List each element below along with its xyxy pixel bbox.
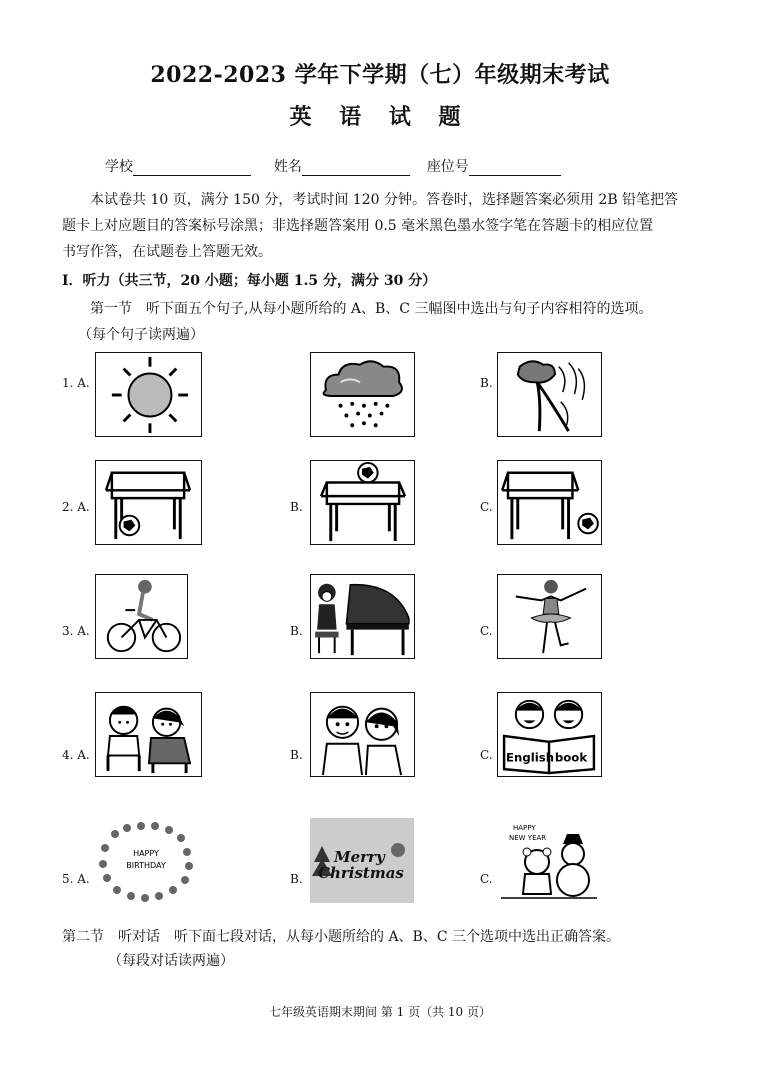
q4-b-writing-image xyxy=(310,692,415,777)
windy-tree-icon xyxy=(498,353,601,436)
part1-instruction: 第一节 听下面五个句子,从每小题所给的 A、B、C 三幅图中选出与句子内容相符的选项。 xyxy=(90,301,653,317)
book-left-text: English xyxy=(506,750,555,765)
merry-text: Merry xyxy=(334,848,385,866)
seat-label: 座位号 xyxy=(426,159,469,175)
q2-c-label: C. xyxy=(480,500,493,514)
exam-subtitle: 英 语 试 题 xyxy=(289,104,471,130)
section1-heading: Ⅰ．听力（共三节，20 小题；每小题 1.5 分，满分 30 分） xyxy=(62,273,437,289)
birthday-line1: HAPPY xyxy=(133,849,159,858)
part1-note: （每个句子读两遍） xyxy=(78,327,204,343)
q1-b-label: B. xyxy=(480,376,493,390)
q2-a-ball-under-desk-image xyxy=(95,460,202,545)
q4-c-reading-image xyxy=(497,692,602,777)
q3-b-piano-image xyxy=(310,574,415,659)
birthday-line2: BIRTHDAY xyxy=(126,861,166,870)
children-talking-icon xyxy=(96,693,201,776)
instructions-line2: 题卡上对应题目的答案标号涂黑；非选择题答案用 0.5 毫米黑色墨水签字笔在答题卡的相应位置 xyxy=(62,218,654,234)
heart-card-icon xyxy=(95,818,197,903)
q5-c-newyear-card-image xyxy=(497,818,602,903)
piano-icon xyxy=(311,575,414,658)
q5-b-label: B. xyxy=(290,872,303,886)
snowman-icon xyxy=(562,843,584,865)
q5-c-label: C. xyxy=(480,872,493,886)
part2-note: （每段对话读两遍） xyxy=(108,953,234,969)
q3-b-label: B. xyxy=(290,624,303,638)
q5-a-label: 5. A. xyxy=(62,872,90,886)
q3-a-label: 3. A. xyxy=(62,624,90,638)
sun-icon xyxy=(96,353,201,436)
page-footer: 七年级英语期末期间 第 1 页（共 10 页） xyxy=(269,1005,491,1019)
dancer-icon xyxy=(498,575,601,658)
christmas-card-icon xyxy=(310,818,414,903)
children-writing-icon xyxy=(311,693,414,776)
children-reading-icon xyxy=(498,693,601,776)
q3-c-dance-image xyxy=(497,574,602,659)
q2-a-label: 2. A. xyxy=(62,500,90,514)
q3-a-bike-image xyxy=(95,574,188,659)
newyear-line2: NEW YEAR xyxy=(509,834,547,842)
instructions-line3: 书写作答，在试题卷上答题无效。 xyxy=(62,244,272,260)
school-blank xyxy=(133,161,251,176)
q4-a-label: 4. A. xyxy=(62,748,90,762)
desk-icon xyxy=(498,461,601,544)
q4-b-label: B. xyxy=(290,748,303,762)
name-label: 姓名 xyxy=(273,159,302,175)
rain-cloud-icon xyxy=(311,353,414,436)
q3-c-label: C. xyxy=(480,624,493,638)
new-year-card-icon xyxy=(497,818,602,903)
student-info-row xyxy=(105,156,561,176)
desk-icon xyxy=(311,461,414,544)
q2-b-label: B. xyxy=(290,500,303,514)
christmas-text: Christmas xyxy=(318,864,404,882)
q2-b-ball-on-desk-image xyxy=(310,460,415,545)
seat-blank xyxy=(469,161,561,176)
bicycle-icon xyxy=(96,575,187,658)
school-label: 学校 xyxy=(105,159,133,175)
book-right-text: book xyxy=(554,750,588,765)
q5-b-christmas-card-image xyxy=(310,818,414,903)
newyear-line1: HAPPY xyxy=(513,824,536,832)
q1-b-rain-image xyxy=(310,352,415,437)
q4-a-talking-image xyxy=(95,692,202,777)
name-blank xyxy=(302,161,410,176)
q1-c-windy-image xyxy=(497,352,602,437)
q5-a-birthday-card-image xyxy=(95,818,197,903)
part2-instruction: 第二节 听对话 听下面七段对话，从每小题所给的 A、B、C 三个选项中选出正确答案。 xyxy=(62,929,621,945)
exam-title: 2022-2023 学年下学期（七）年级期末考试 xyxy=(150,62,610,88)
q1-a-label: 1. A. xyxy=(62,376,90,390)
q2-c-ball-beside-desk-image xyxy=(497,460,602,545)
instructions-line1: 本试卷共 10 页，满分 150 分，考试时间 120 分钟。答卷时，选择题答案必须用 2B 铅笔把答 xyxy=(90,192,679,208)
q4-c-label: C. xyxy=(480,748,493,762)
q1-a-sun-image xyxy=(95,352,202,437)
desk-icon xyxy=(96,461,201,544)
